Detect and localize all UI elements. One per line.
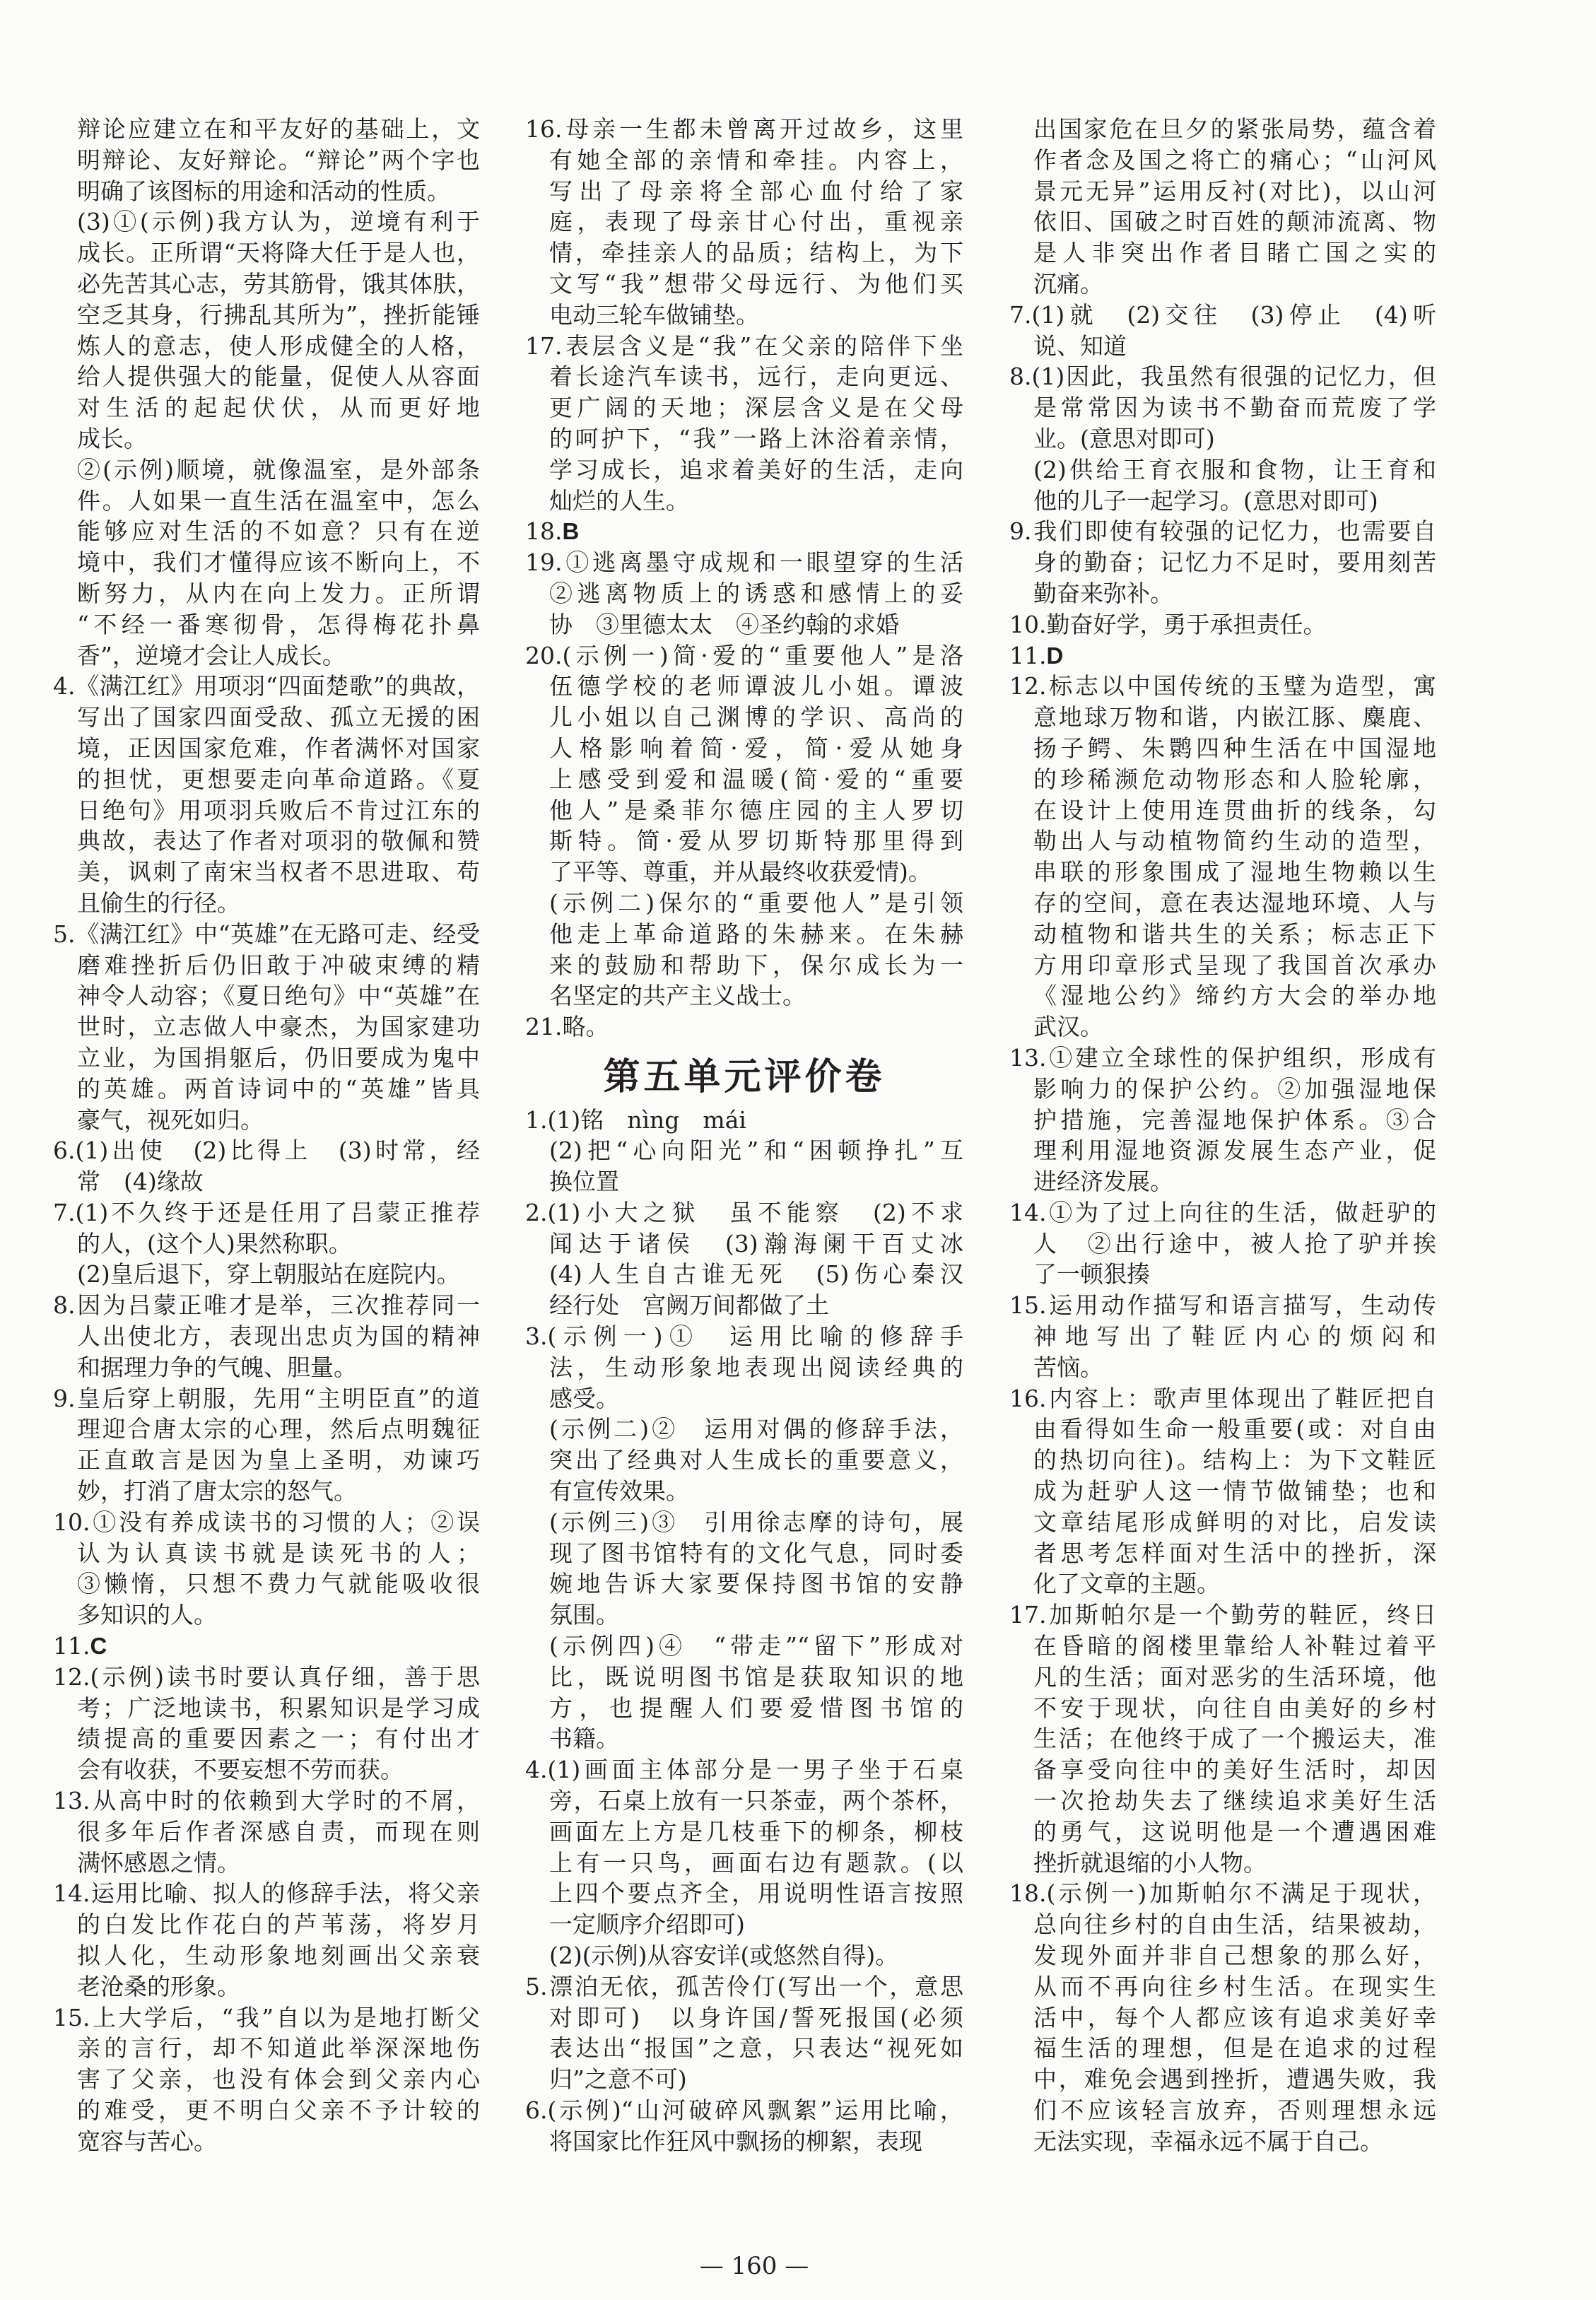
answer-line: 17.加斯帕尔是一个勤劳的鞋匠，终日 — [1009, 1601, 1436, 1629]
answer-item — [525, 1754, 963, 1940]
answer-line: 16.母亲一生都未曾离开过故乡，这里 — [525, 115, 963, 143]
answer-line: 20.(示例一)简·爱的“重要他人”是洛 — [525, 641, 963, 669]
answer-line: 上感受到爱和温暖(简·爱的“重要 — [549, 765, 963, 793]
answer-line: 明确了该图标的用途和活动的性质。 — [77, 177, 450, 205]
answer-item — [53, 1135, 480, 1197]
answer-line: 法，生动形象地表现出阅读经典的 — [549, 1353, 963, 1381]
answer-line: (4)人生自古谁无死 (5)伤心秦汉 — [549, 1260, 963, 1289]
choice-letter: D — [1046, 642, 1064, 669]
answer-line: 不安于现状，向往自由美好的乡村 — [1033, 1694, 1436, 1722]
answer-item — [1009, 1600, 1436, 1878]
answer-line: 他人”是桑菲尔德庄园的主人罗切 — [549, 796, 963, 824]
answer-line: 中，难免会遇到挫折，遭遇失败，我 — [1033, 2065, 1436, 2094]
page-number: — 160 — — [699, 2252, 809, 2280]
answer-line: 7.(1)不久终于还是任用了吕蒙正推荐 — [53, 1198, 480, 1226]
answer-paragraph — [525, 1135, 963, 1197]
answer-line: 10.①没有养成读书的习惯的人；②误 — [53, 1508, 480, 1536]
answer-line — [53, 1631, 480, 1662]
answer-paragraph — [1009, 454, 1436, 517]
answer-line: 人出使北方，表现出忠贞为国的精神 — [77, 1322, 480, 1351]
answer-line: 学习成长，追求着美好的生活，走向 — [549, 455, 963, 483]
answer-line — [1009, 640, 1436, 671]
answer-line: 世时，立志做人中豪杰，为国家建功 — [77, 1013, 480, 1041]
answer-paragraph — [53, 114, 480, 206]
answer-line: 13.①建立全球性的保护组织，形成有 — [1009, 1043, 1436, 1072]
answer-line: 宽容与苦心。 — [77, 2127, 217, 2155]
answer-line: (3)①(示例)我方认为，逆境有利于 — [77, 208, 480, 236]
answer-line: 件。人如果一直生活在温室中，怎么 — [77, 486, 480, 515]
answer-line: 化了文章的主题。 — [1033, 1570, 1220, 1598]
answer-line: 婉地告诉大家要保持图书馆的安静 — [549, 1570, 963, 1598]
answer-line: 比，既说明图书馆是获取知识的地 — [549, 1662, 963, 1691]
answer-line: 方用印章形式呈现了我国首次承办 — [1033, 951, 1436, 979]
answer-line — [525, 516, 963, 547]
answer-line: (示例二)保尔的“重要他人”是引领 — [549, 888, 963, 917]
answer-line: 武汉。 — [1033, 1013, 1103, 1041]
answer-item — [53, 1383, 480, 1507]
answer-paragraph — [525, 1631, 963, 1754]
answer-line: 扬子鳄、朱鹮四种生活在中国湿地 — [1033, 734, 1436, 762]
answer-item — [1009, 1290, 1436, 1383]
answer-line: (示例三)③ 引用徐志摩的诗句，展 — [549, 1508, 963, 1536]
answer-line: 成为赶驴人这一情节做铺垫；也和 — [1033, 1477, 1436, 1506]
answer-line: 害了父亲，也没有体会到父亲内心 — [77, 2065, 480, 2094]
answer-line: 15.上大学后，“我”自以为是地打断父 — [53, 2003, 480, 2031]
answer-line: 必先苦其心志，劳其筋骨，饿其体肤， — [77, 269, 480, 298]
answer-line: 表达出“报国”之意，只表达“视死如 — [549, 2034, 963, 2063]
answer-line: 换位置 — [549, 1168, 619, 1196]
answer-line: 1.(1)铭 nìng mái — [525, 1105, 746, 1134]
answer-item — [1009, 361, 1436, 454]
answer-line: 典故，表达了作者对项羽的敬佩和赞 — [77, 827, 480, 855]
answer-item — [525, 114, 963, 331]
answer-line: 14.运用比喻、拟人的修辞手法，将父亲 — [53, 1879, 480, 1908]
answer-line: 备享受向往中的美好生活时，却因 — [1033, 1756, 1436, 1784]
answer-line: 认为认真读书就是读死书的人； — [77, 1539, 480, 1567]
answer-item — [525, 1321, 963, 1414]
answer-line: 理利用湿地资源发展生态产业，促 — [1033, 1137, 1436, 1165]
answer-item — [525, 640, 963, 888]
answer-line: 护措施，完善湿地保护体系。③合 — [1033, 1105, 1436, 1134]
answer-line: 8.因为吕蒙正唯才是举，三次推荐同一 — [53, 1291, 480, 1320]
answer-line: 着长途汽车读书，远行，走向更远、 — [549, 363, 963, 391]
answer-paragraph — [525, 888, 963, 1011]
answer-line: 归”之意不可) — [549, 2065, 687, 2094]
answer-line: 旁，石桌上放有一只茶壶，两个茶杯， — [549, 1787, 963, 1815]
choice-answer-item — [525, 516, 963, 547]
answer-line: 2.(1)小大之狱 虽不能察 (2)不求 — [525, 1198, 963, 1226]
answer-line: 上有一只鸟，画面右边有题款。(以 — [549, 1848, 963, 1877]
answer-line: 考；广泛地读书，积累知识是学习成 — [77, 1694, 480, 1722]
answer-paragraph — [53, 206, 480, 454]
answer-line: 身的勤奋；记忆力不足时，要用刻苦 — [1033, 548, 1436, 577]
answer-line: 人 ②出行途中，被人抢了驴并挨 — [1033, 1229, 1436, 1257]
answer-item — [53, 2002, 480, 2157]
answer-line: 有她全部的亲情和牵挂。内容上， — [549, 146, 963, 174]
answer-line: 了一顿狠揍 — [1033, 1260, 1150, 1289]
answer-item — [525, 331, 963, 517]
answer-line: 了平等、尊重，并从最终收获爱情)。 — [549, 858, 932, 886]
answer-line: 文写“我”想带父母远行、为他们买 — [549, 269, 963, 298]
answer-line: 3.(示例一)① 运用比喻的修辞手 — [525, 1322, 963, 1351]
choice-answer-item — [53, 1631, 480, 1662]
answer-line: 庭，表现了母亲甘心付出，重视亲 — [549, 208, 963, 236]
answer-line: 境中，我们才懂得应该不断向上，不 — [77, 548, 480, 577]
answer-line: 神令人动容；《夏日绝句》中“英雄”在 — [77, 982, 480, 1010]
answer-line: 作者念及国之将亡的痛心；“山河风 — [1033, 146, 1436, 174]
answer-line: 感受。 — [549, 1384, 619, 1412]
answer-line: 电动三轮车做铺垫。 — [549, 300, 759, 329]
answer-item — [1009, 300, 1436, 362]
answer-item — [53, 1662, 480, 1785]
choice-letter: C — [90, 1633, 107, 1660]
answer-line: 10.勤奋好学，勇于承担责任。 — [1009, 610, 1327, 638]
answer-line: 理迎合唐太宗的心理，然后点明魏征 — [77, 1415, 480, 1443]
answer-line: (2)(示例)从容安详(或悠然自得)。 — [549, 1942, 899, 1970]
answer-line: 9.我们即使有较强的记忆力，也需要自 — [1009, 517, 1436, 546]
answer-line: 出国家危在旦夕的紧张局势，蕴含着 — [1033, 115, 1436, 143]
answer-line: 福生活的理想，但是在追求的过程 — [1033, 2034, 1436, 2063]
answer-line: 影响力的保护公约。②加强湿地保 — [1033, 1074, 1436, 1103]
answer-line: 的珍稀濒危动物形态和人脸轮廓， — [1033, 765, 1436, 793]
answer-line: 伍德学校的老师谭波儿小姐。谭波 — [549, 672, 963, 700]
answer-line: 的热切向往)。结构上：为下文鞋匠 — [1033, 1446, 1436, 1474]
answer-item — [525, 1105, 963, 1136]
answer-line: 从而不再向往乡村生活。在现实生 — [1033, 1972, 1436, 2000]
answer-line: 苦恼。 — [1033, 1353, 1103, 1381]
answer-paragraph — [53, 1259, 480, 1290]
answer-line: 豪气，视死如归。 — [77, 1105, 264, 1134]
answer-line: 6.(1)出使 (2)比得上 (3)时常，经 — [53, 1137, 480, 1165]
section-heading: 第五单元评价卷 — [603, 1055, 886, 1098]
answer-line: 6.(示例)“山河破碎风飘絮”运用比喻， — [525, 2096, 963, 2124]
answer-line: 斯特。简·爱从罗切斯特那里得到 — [549, 827, 963, 855]
answer-item — [525, 1011, 963, 1043]
answer-line: 业。(意思对即可) — [1033, 424, 1215, 452]
answer-line: (2)把“心向阳光”和“困顿挣扎”互 — [549, 1137, 963, 1165]
answer-line: 会有收获，不要妄想不劳而获。 — [77, 1756, 404, 1784]
answer-line: 12.(示例)读书时要认真仔细，善于思 — [53, 1662, 480, 1691]
answer-item — [525, 547, 963, 640]
answer-line: 辩论应建立在和平友好的基础上，文 — [77, 115, 480, 143]
answer-line: 和据理力争的气魄、胆量。 — [77, 1353, 357, 1381]
answer-line: (示例二)② 运用对偶的修辞手法， — [549, 1415, 963, 1443]
answer-line: 在昏暗的阁楼里靠给人补鞋过着平 — [1033, 1632, 1436, 1660]
answer-line: 16.内容上：歌声里体现出了鞋匠把自 — [1009, 1384, 1436, 1412]
answer-line: 5.漂泊无依，孤苦伶仃(写出一个，意思 — [525, 1972, 963, 2000]
answer-item — [1009, 671, 1436, 1043]
answer-line: 《湿地公约》缔约方大会的举办地 — [1033, 982, 1436, 1010]
answer-line: 书籍。 — [549, 1725, 619, 1753]
answer-line: 方，也提醒人们要爱惜图书馆的 — [549, 1694, 963, 1722]
answer-line: 进经济发展。 — [1033, 1168, 1173, 1196]
answer-item — [53, 671, 480, 918]
answer-line: 13.从高中时的依赖到大学时的不屑， — [53, 1787, 480, 1815]
answer-line: 多知识的人。 — [77, 1601, 217, 1629]
answer-item — [1009, 1383, 1436, 1600]
answer-line: ②(示例)顺境，就像温室，是外部条 — [77, 455, 480, 483]
answer-line: 的呵护下，“我”一路上沐浴着亲情， — [549, 424, 963, 452]
answer-line: 写出了母亲将全部心血付给了家 — [549, 177, 963, 205]
answer-line: 美，讽刺了南宋当权者不思进取、苟 — [77, 858, 480, 886]
item-number: 11. — [53, 1632, 90, 1660]
answer-paragraph — [53, 454, 480, 671]
answer-line: 灿烂的人生。 — [549, 486, 689, 515]
answer-line: 老沧桑的形象。 — [77, 1972, 240, 2000]
answer-item — [1009, 609, 1436, 640]
answer-line: 绩提高的重要因素之一；有付出才 — [77, 1725, 480, 1753]
answer-line: 空乏其身，行拂乱其所为”，挫折能锤 — [77, 300, 480, 329]
answer-line: 9.皇后穿上朝服，先用“主明臣直”的道 — [53, 1384, 480, 1412]
answer-line: 日绝句》用项羽兵败后不肯过江东的 — [77, 796, 480, 824]
answer-line: 立业，为国捐躯后，仍旧要成为鬼中 — [77, 1043, 480, 1072]
answer-line: 闻达于诸侯 (3)瀚海阑干百丈冰 — [549, 1229, 963, 1257]
answer-line: 写出了国家四面受敌、孤立无援的困 — [77, 703, 480, 732]
answer-line: 满怀感恩之情。 — [77, 1848, 240, 1877]
answer-line: 境，正因国家危难，作者满怀对国家 — [77, 734, 480, 762]
answer-line: 儿小姐以自己渊博的学识、高尚的 — [549, 703, 963, 732]
answer-line: (2)供给王育衣服和食物，让王育和 — [1033, 455, 1436, 483]
answer-line: 沉痛。 — [1033, 269, 1103, 298]
answer-line: 的难受，更不明白父亲不予计较的 — [77, 2096, 480, 2124]
answer-line: 经行处 宫阙万间都做了土 — [549, 1291, 829, 1320]
answer-item — [53, 1785, 480, 1878]
answer-item — [53, 1507, 480, 1631]
answer-item — [525, 1971, 963, 2095]
answer-line: 一次抢劫失去了继续追求美好生活 — [1033, 1787, 1436, 1815]
answer-line: 更广阔的天地；深层含义是在父母 — [549, 394, 963, 422]
answer-line: 的人，(这个人)果然称职。 — [77, 1229, 352, 1257]
answer-line: 8.(1)因此，我虽然有很强的记忆力，但 — [1009, 363, 1436, 391]
answer-line: 成长。正所谓“天将降大任于是人也， — [77, 239, 480, 267]
answer-line: 给人提供强大的能量，促使人从容面 — [77, 363, 480, 391]
answer-line: 人格影响着简·爱，简·爱从她身 — [549, 734, 963, 762]
answer-line: 亲的言行，却不知道此举深深地伤 — [77, 2034, 480, 2063]
answer-line: 神地写出了鞋匠内心的烦闷和 — [1033, 1322, 1436, 1351]
answer-line: 勒出人与动植物简约生动的造型， — [1033, 827, 1436, 855]
answer-line: 15.运用动作描写和语言描写，生动传 — [1009, 1291, 1436, 1320]
answer-item — [525, 2095, 963, 2157]
answer-line: 存的空间，意在表达湿地环境、人与 — [1033, 888, 1436, 917]
answer-line: 名坚定的共产主义战士。 — [549, 982, 806, 1010]
answer-item — [1009, 1197, 1436, 1290]
answer-line: 常 (4)缘故 — [77, 1168, 204, 1196]
answer-line: 文章结尾形成鲜明的对比，启发读 — [1033, 1508, 1436, 1536]
answer-line: 依旧、国破之时百姓的颠沛流离、物 — [1033, 208, 1436, 236]
answer-line: 18.(示例一)加斯帕尔不满足于现状， — [1009, 1879, 1436, 1908]
answer-item — [53, 1290, 480, 1383]
answer-line: 勤奋来弥补。 — [1033, 579, 1173, 607]
item-number: 11. — [1009, 641, 1047, 669]
answer-line: 4.《满江红》用项羽“四面楚歌”的典故， — [53, 672, 480, 700]
answer-line: 有宣传效果。 — [549, 1477, 689, 1506]
answer-line: 正直敢言是因为皇上圣明，劝谏巧 — [77, 1446, 480, 1474]
answer-line: 一定顺序介绍即可) — [549, 1911, 745, 1939]
answer-item — [525, 1197, 963, 1321]
answer-line: 现了图书馆特有的文化气息，同时委 — [549, 1539, 963, 1567]
answer-line: 生活；在他终于成了一个搬运夫，准 — [1033, 1725, 1436, 1753]
answer-line: 总向往乡村的自由生活，结果被劫， — [1033, 1911, 1436, 1939]
answer-line: 5.《满江红》中“英雄”在无路可走、经受 — [53, 920, 480, 948]
answer-column-right — [1009, 114, 1436, 2157]
answer-line: 协 ③里德太太 ④圣约翰的求婚 — [549, 610, 899, 638]
choice-letter: B — [562, 518, 580, 545]
answer-line: 断努力，从内在向上发力。正所谓 — [77, 579, 480, 607]
answer-line: ③懒惰，只想不费力气就能吸收很 — [77, 1570, 480, 1598]
answer-line: 上四个要点齐全，用说明性语言按照 — [549, 1879, 963, 1908]
answer-column-middle — [525, 114, 963, 2157]
answer-line: 突出了经典对人生成长的重要意义， — [549, 1446, 963, 1474]
answer-line: 他的儿子一起学习。(意思对即可) — [1033, 486, 1378, 515]
answer-line: 的英雄。两首诗词中的“英雄”皆具 — [77, 1074, 480, 1103]
answer-line: 明辩论、友好辩论。“辩论”两个字也 — [77, 146, 480, 174]
answer-line: 磨难挫折后仍旧敢于冲破束缚的精 — [77, 951, 480, 979]
answer-line: 发现外面并非自己想象的那么好， — [1033, 1942, 1436, 1970]
answer-line: 在设计上使用连贯曲折的线条，勾 — [1033, 796, 1436, 824]
answer-line: 动植物和谐共生的关系；标志正下 — [1033, 920, 1436, 948]
answer-line: 串联的形象围成了湿地生物赖以生 — [1033, 858, 1436, 886]
answer-line: 由看得如生命一般重要(或：对自由 — [1033, 1415, 1436, 1443]
answer-line: 画面左上方是几枝垂下的柳条，柳枝 — [549, 1817, 963, 1846]
answer-line: 者思考怎样面对生活中的挫折，深 — [1033, 1539, 1436, 1567]
answer-item — [1009, 1043, 1436, 1197]
answer-paragraph — [525, 1414, 963, 1506]
answer-line: 情，牵挂亲人的品质；结构上，为下 — [549, 239, 963, 267]
answer-line: 的勇气，这说明他是一个遭遇困难 — [1033, 1817, 1436, 1846]
answer-line: 挫折就退缩的小人物。 — [1033, 1848, 1267, 1877]
answer-line: 他走上革命道路的朱赫来。在朱赫 — [549, 920, 963, 948]
answer-line: 对即可) 以身许国/誓死报国(必须 — [549, 2003, 963, 2031]
answer-item — [53, 1197, 480, 1260]
answer-line: 妙，打消了唐太宗的怒气。 — [77, 1477, 357, 1506]
answer-line: 意地球万物和谐，内嵌江豚、麋鹿、 — [1033, 703, 1436, 732]
answer-item — [1009, 1878, 1436, 2157]
answer-line: 香”，逆境才会让人成长。 — [77, 641, 346, 669]
choice-answer-item — [1009, 640, 1436, 671]
answer-line: ②逃离物质上的诱惑和感情上的妥 — [549, 579, 963, 607]
answer-line: 凡的生活；面对恶劣的生活环境，他 — [1033, 1662, 1436, 1691]
answer-line: (2)皇后退下，穿上朝服站在庭院内。 — [77, 1260, 460, 1289]
answer-line: 12.标志以中国传统的玉璧为造型，寓 — [1009, 672, 1436, 700]
answer-paragraph — [525, 1940, 963, 1971]
answer-line: 炼人的意志，使人形成健全的人格， — [77, 331, 480, 360]
answer-item — [53, 1878, 480, 2002]
answer-line: 很多年后作者深感自责，而现在则 — [77, 1817, 480, 1846]
answer-line: 成长。 — [77, 424, 147, 452]
answer-line: 景元无异”运用反衬(对比)，以山河 — [1033, 177, 1436, 205]
answer-line: 将国家比作狂风中飘扬的柳絮，表现 — [549, 2127, 922, 2155]
answer-line: 氛围。 — [549, 1601, 619, 1629]
answer-line: 活中，每个人都应该有追求美好幸 — [1033, 2003, 1436, 2031]
answer-line: 7.(1)就 (2)交往 (3)停止 (4)听 — [1009, 300, 1436, 329]
answer-line: (示例四)④ “带走”“留下”形成对 — [549, 1632, 963, 1660]
answer-line: 来的鼓励和帮助下，保尔成长为一 — [549, 951, 963, 979]
answer-item — [53, 919, 480, 1136]
answer-paragraph — [1009, 114, 1436, 300]
answer-item — [1009, 516, 1436, 609]
answer-paragraph — [525, 1507, 963, 1631]
answer-line: 14.①为了过上向往的生活，做赶驴的 — [1009, 1198, 1436, 1226]
answer-line: 且偷生的行径。 — [77, 888, 240, 917]
answer-line: 拟人化，生动形象地刻画出父亲衰 — [77, 1942, 480, 1970]
answer-line: 21.略。 — [525, 1013, 609, 1041]
answer-line: 的白发比作花白的芦苇荡，将岁月 — [77, 1911, 480, 1939]
answer-line: 17.表层含义是“我”在父亲的陪伴下坐 — [525, 331, 963, 360]
answer-line: “不经一番寒彻骨，怎得梅花扑鼻 — [77, 610, 480, 638]
answer-line: 4.(1)画面主体部分是一男子坐于石桌 — [525, 1756, 963, 1784]
answer-line: 能够应对生活的不如意？只有在逆 — [77, 517, 480, 546]
answer-line: 对生活的起起伏伏，从而更好地 — [77, 394, 480, 422]
item-number: 18. — [525, 517, 563, 546]
answer-line: 无法实现，幸福永远不属于自己。 — [1033, 2127, 1383, 2155]
answer-line: 的担忧，更想要走向革命道路。《夏 — [77, 765, 480, 793]
answer-line: 说、知道 — [1033, 331, 1127, 360]
answer-line: 是人非突出作者目睹亡国之实的 — [1033, 239, 1436, 267]
answer-column-left — [53, 114, 480, 2157]
answer-line: 是常常因为读书不勤奋而荒废了学 — [1033, 394, 1436, 422]
answer-line: 们不应该轻言放弃，否则理想永远 — [1033, 2096, 1436, 2124]
answer-line: 19.①逃离墨守成规和一眼望穿的生活 — [525, 548, 963, 577]
